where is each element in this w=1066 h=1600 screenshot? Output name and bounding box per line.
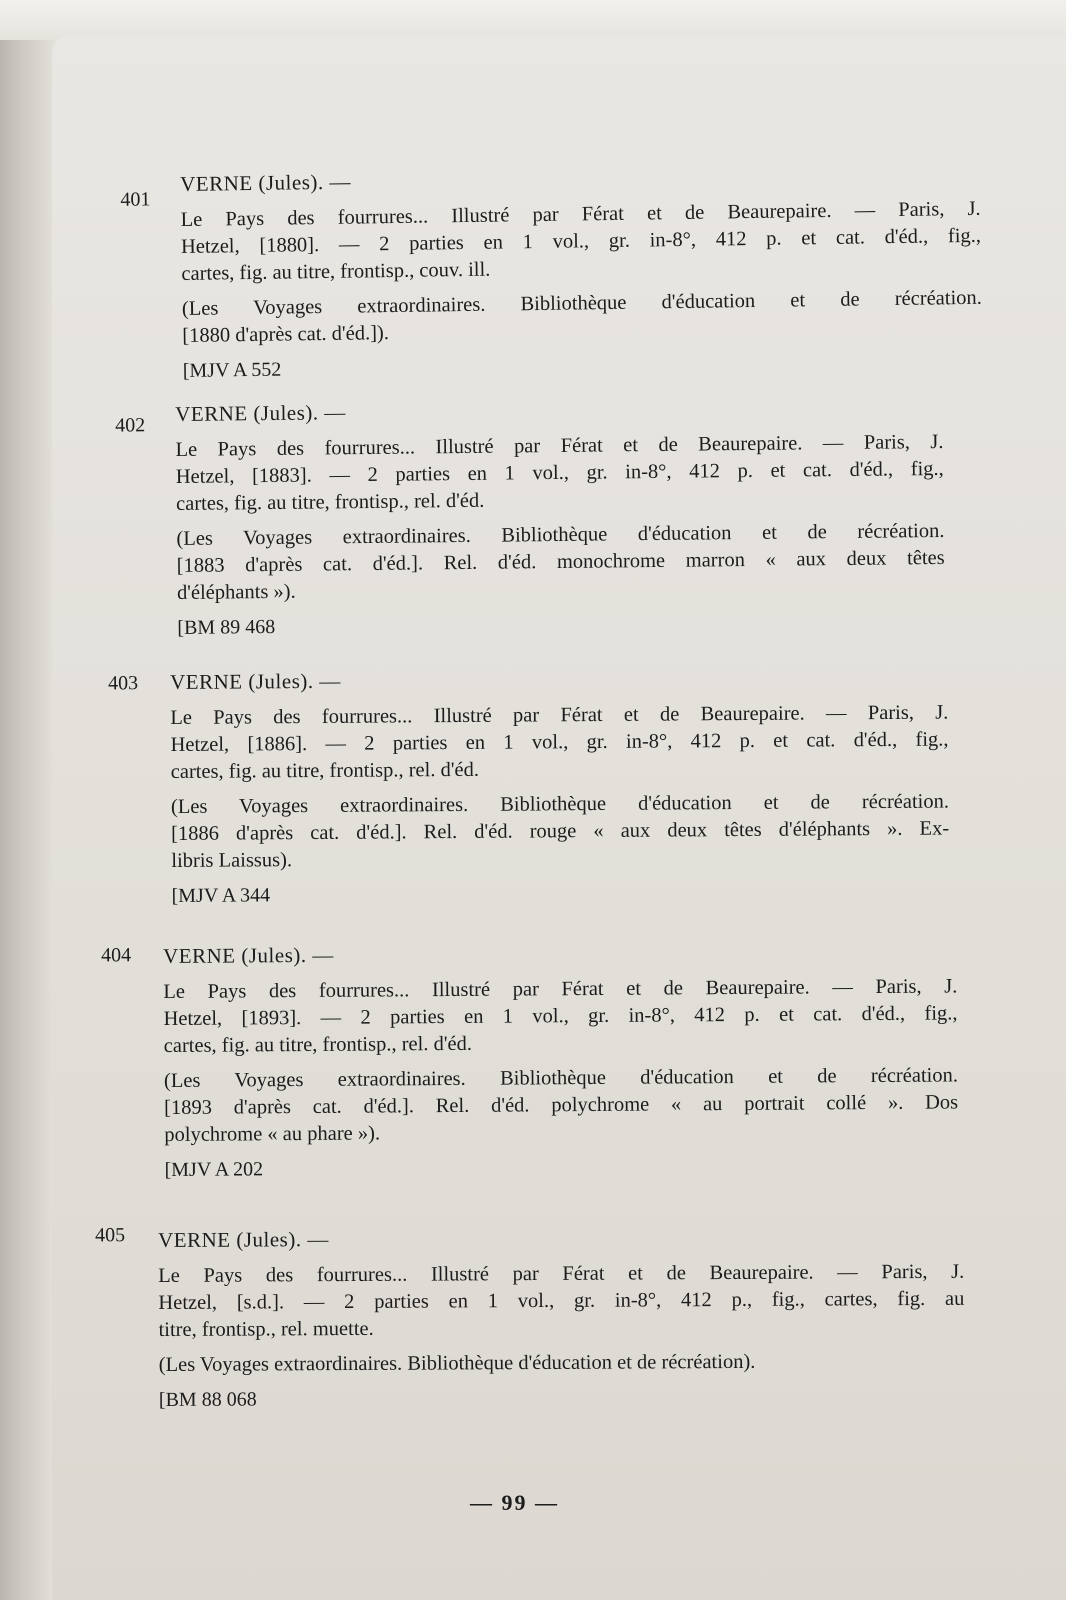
entry-description-line: Hetzel, [1880]. — 2 parties en 1 vol., gr. in-8°, 412 p. et cat. d'éd., fig.,	[180, 224, 982, 258]
catalog-entry-404	[101, 938, 959, 1182]
page-number: — 99 —	[470, 1490, 559, 1515]
entry-note-line: (Les Voyages extraordinaires. Bibliothèque d'éducation et de récréation.	[170, 790, 950, 818]
entry-number: 405	[94, 1224, 126, 1247]
entry-description-line: Hetzel, [1883]. — 2 parties en 1 vol., gr. in-8°, 412 p. et cat. d'éd., fig.,	[175, 457, 944, 488]
entry-note-line: [1880 d'après cat. d'éd.]).	[182, 322, 390, 347]
entry-description-line: cartes, fig. au titre, frontisp., couv. ill.	[181, 258, 491, 285]
entry-description-line: cartes, fig. au titre, frontisp., rel. d'éd.	[170, 758, 480, 783]
entry-description-line: titre, frontisp., rel. muette.	[158, 1317, 374, 1341]
entry-number: 403	[108, 672, 139, 695]
catalog-entry-405	[94, 1224, 965, 1412]
entry-shelfmark: [MJV A 552	[182, 358, 282, 382]
entry-description-line: Le Pays des fourrures... Illustré par Férat et de Beaurepaire. — Paris, J.	[163, 975, 958, 1003]
entry-note-line: [1893 d'après cat. d'éd.]. Rel. d'éd. polychrome « au portrait collé ». Dos	[164, 1091, 959, 1119]
entry-note-line: libris Laissus).	[171, 849, 293, 872]
entry-description-line: Hetzel, [1886]. — 2 parties en 1 vol., gr. in-8°, 412 p. et cat. d'éd., fig.,	[170, 728, 949, 756]
entry-description-line: Hetzel, [1893]. — 2 parties en 1 vol., gr. in-8°, 412 p. et cat. d'éd., fig.,	[163, 1002, 958, 1030]
catalog-entry-402	[115, 394, 945, 640]
entry-description-line: cartes, fig. au titre, frontisp., rel. d'éd.	[175, 489, 485, 515]
entry-shelfmark: [MJV A 202	[164, 1158, 264, 1181]
entry-description-line: Le Pays des fourrures... Illustré par Férat et de Beaurepaire. — Paris, J.	[170, 701, 949, 729]
entry-note-line: (Les Voyages extraordinaires. Bibliothèque d'éducation et de récréation.	[181, 286, 982, 320]
entry-description-line: cartes, fig. au titre, frontisp., rel. d'éd.	[163, 1032, 473, 1057]
entry-description-line: Le Pays des fourrures... Illustré par Férat et de Beaurepaire. — Paris, J.	[180, 197, 981, 231]
page-gutter-shadow	[0, 0, 60, 1600]
catalog-entry-401	[120, 161, 983, 383]
entry-author: VERNE (Jules). —	[170, 668, 341, 694]
entry-note-line: (Les Voyages extraordinaires. Bibliothèque d'éducation et de récréation.	[163, 1064, 959, 1092]
entry-description-line: Hetzel, [s.d.]. — 2 parties en 1 vol., gr. in-8°, 412 p., fig., cartes, fig. au	[158, 1287, 965, 1314]
entry-description-line: Le Pays des fourrures... Illustré par Férat et de Beaurepaire. — Paris, J.	[175, 430, 944, 461]
entry-author: VERNE (Jules). —	[175, 400, 346, 426]
entry-shelfmark: [MJV A 344	[171, 884, 271, 907]
entry-note-line: d'éléphants »).	[176, 580, 296, 604]
entry-number: 402	[115, 414, 146, 437]
entry-author: VERNE (Jules). —	[180, 169, 352, 196]
entry-number: 404	[101, 944, 132, 967]
catalog-entry-403	[108, 665, 950, 908]
entry-author: VERNE (Jules). —	[158, 1227, 329, 1252]
entry-note-line: (Les Voyages extraordinaires. Bibliothèque d'éducation et de récréation.	[176, 519, 945, 550]
entry-author: VERNE (Jules). —	[163, 942, 334, 968]
entry-note-line: polychrome « au phare »).	[164, 1122, 381, 1146]
entry-description-line: Le Pays des fourrures... Illustré par Férat et de Beaurepaire. — Paris, J.	[158, 1260, 965, 1287]
entry-shelfmark: [BM 89 468	[177, 615, 276, 639]
entry-note-line: (Les Voyages extraordinaires. Bibliothèque d'éducation et de récréation).	[158, 1350, 756, 1376]
entry-note-line: [1886 d'après cat. d'éd.]. Rel. d'éd. rouge « aux deux têtes d'éléphants ». Ex-	[171, 817, 950, 845]
entry-number: 401	[120, 188, 151, 211]
entry-shelfmark: [BM 88 068	[158, 1388, 257, 1411]
entry-note-line: [1883 d'après cat. d'éd.]. Rel. d'éd. monochrome marron « aux deux têtes	[176, 546, 945, 577]
